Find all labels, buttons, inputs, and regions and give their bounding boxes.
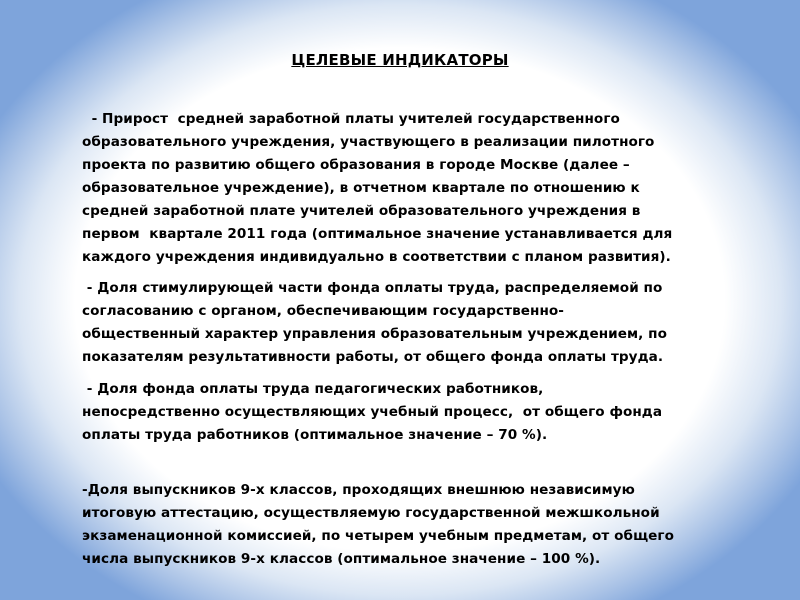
paragraph-line: экзаменационной комиссией, по четырем учебным предметам, от общего [82,528,674,544]
paragraph-line: первом квартале 2011 года (оптимальное значение устанавливается для [82,226,673,242]
indicator-paragraph-1 [82,108,732,269]
paragraph-line: проекта по развитию общего образования в городе Москве (далее – [82,157,630,173]
slide-title: ЦЕЛЕВЫЕ ИНДИКАТОРЫ [291,51,509,69]
paragraph-line: - Прирост средней заработной платы учителей государственного [82,111,620,127]
paragraph-line: показателям результативности работы, от общего фонда оплаты труда. [82,349,664,365]
paragraph-line: - Доля фонда оплаты труда педагогических работников, [82,381,544,397]
paragraph-line: каждого учреждения индивидуально в соответствии с планом развития). [82,249,671,265]
paragraph-line: -Доля выпускников 9-х классов, проходящих внешнюю независимую [82,482,635,498]
paragraph-line: средней заработной плате учителей образовательного учреждения в [82,203,641,219]
paragraph-line: образовательное учреждение), в отчетном квартале по отношению к [82,180,640,196]
indicator-paragraph-4 [82,479,732,571]
paragraph-line: образовательного учреждения, участвующего в реализации пилотного [82,134,655,150]
paragraph-line: согласованию с органом, обеспечивающим государственно- [82,303,564,319]
paragraph-line: - Доля стимулирующей части фонда оплаты труда, распределяемой по [82,280,663,296]
paragraph-line: непосредственно осуществляющих учебный процесс, от общего фонда [82,404,663,420]
paragraph-line: числа выпускников 9-х классов (оптимальное значение – 100 %). [82,551,601,567]
paragraph-line: общественный характер управления образовательным учреждением, по [82,326,667,342]
indicator-paragraph-3 [82,378,732,447]
paragraph-line: оплаты труда работников (оптимальное значение – 70 %). [82,427,548,443]
indicator-paragraph-2 [82,277,732,369]
paragraph-line: итоговую аттестацию, осуществляемую государственной межшкольной [82,505,660,521]
